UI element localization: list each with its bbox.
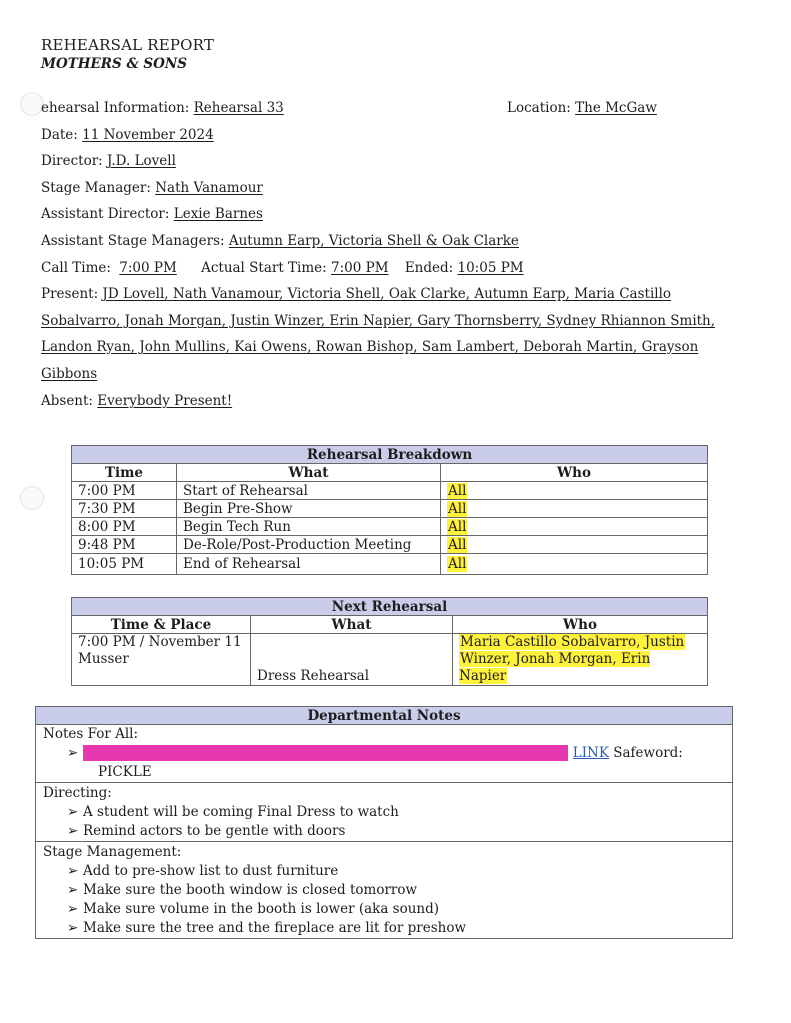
- time-cell: 9:48 PM: [72, 536, 177, 554]
- time-place-line: 7:00 PM / November 11: [78, 634, 242, 650]
- time-place-line: Musser: [78, 651, 129, 667]
- rehearsal-info-value: Rehearsal 33: [193, 100, 284, 116]
- who-value: All: [448, 482, 467, 499]
- who-value: All: [448, 518, 467, 535]
- table-row: [72, 518, 708, 536]
- breakdown-title: Rehearsal Breakdown: [72, 446, 708, 464]
- bullet-icon: ➢: [67, 882, 79, 898]
- note-text: Make sure the tree and the fireplace are lit for preshow: [83, 920, 467, 936]
- what-cell: End of Rehearsal: [177, 554, 441, 575]
- stage-manager-label: Stage Manager:: [41, 180, 151, 196]
- col-header: What: [177, 464, 441, 482]
- table-row: [72, 500, 708, 518]
- ended-value: 10:05 PM: [457, 260, 524, 276]
- present-value: Landon Ryan, John Mullins, Kai Owens, Rowan Bishop, Sam Lambert, Deborah Martin, Grayson: [41, 339, 699, 355]
- asm-value: Autumn Earp, Victoria Shell & Oak Clarke: [228, 233, 519, 249]
- times-line: [41, 260, 524, 276]
- present-value: Gibbons: [41, 366, 98, 382]
- bullet-icon: ➢: [67, 863, 79, 879]
- date-line: [41, 127, 214, 143]
- bullet-icon: ➢: [67, 901, 79, 917]
- list-item: [43, 803, 726, 822]
- asm-label: Assistant Stage Managers:: [41, 233, 225, 249]
- bullet-icon: ➢: [67, 920, 79, 936]
- who-value: All: [448, 500, 467, 517]
- stage-management-cell: [36, 842, 733, 939]
- who-value: Winzer, Jonah Morgan, Erin Napier: [459, 651, 651, 684]
- who-cell: [441, 482, 708, 500]
- who-cell: [441, 536, 708, 554]
- start-time-value: 7:00 PM: [331, 260, 389, 276]
- who-value: All: [448, 536, 467, 553]
- directing-cell: [36, 783, 733, 842]
- notes-for-all-section: [36, 725, 733, 783]
- rehearsal-info-label: ehearsal Information:: [41, 100, 190, 116]
- start-time-label: Actual Start Time:: [201, 260, 327, 276]
- director-value: J.D. Lovell: [107, 153, 176, 169]
- bullet-icon: ➢: [67, 804, 79, 820]
- bullet-icon: ➢: [67, 745, 79, 761]
- location-label: Location:: [507, 100, 571, 116]
- safeword-value: PICKLE: [98, 764, 152, 780]
- table-row: [72, 482, 708, 500]
- who-cell: [453, 634, 708, 686]
- time-cell: 8:00 PM: [72, 518, 177, 536]
- what-cell: Dress Rehearsal: [251, 634, 453, 686]
- who-cell: [441, 518, 708, 536]
- absent-value: Everybody Present!: [97, 393, 233, 409]
- redacted-text: Please see the Included Intimacy Play Tech Permit Use It If you see Fit: [83, 745, 569, 761]
- table-row: [72, 536, 708, 554]
- table-row: [72, 554, 708, 575]
- col-header: Time & Place: [72, 616, 251, 634]
- present-value: JD Lovell, Nath Vanamour, Victoria Shell, Oak Clarke, Autumn Earp, Maria Castillo: [102, 286, 672, 302]
- link[interactable]: LINK: [572, 745, 609, 761]
- list-item: [43, 822, 726, 841]
- time-place-cell: [72, 634, 251, 686]
- present-value: Sobalvarro, Jonah Morgan, Justin Winzer, Erin Napier, Gary Thornsberry, Sydney Rhiannon Smith,: [41, 313, 716, 329]
- rehearsal-info-line: [41, 100, 284, 116]
- col-header: Who: [441, 464, 708, 482]
- list-item: [43, 881, 726, 900]
- location-line: [507, 100, 657, 116]
- list-item: [43, 744, 726, 763]
- director-label: Director:: [41, 153, 103, 169]
- list-item: [43, 919, 726, 938]
- absent-label: Absent:: [41, 393, 93, 409]
- bullet-icon: ➢: [67, 823, 79, 839]
- notes-for-all-label: Notes For All:: [43, 726, 139, 742]
- assistant-director-line: [41, 206, 263, 222]
- punch-hole: [20, 486, 44, 510]
- who-value: All: [448, 556, 467, 572]
- date-value: 11 November 2024: [82, 127, 214, 143]
- what-cell: Start of Rehearsal: [177, 482, 441, 500]
- show-title: MOTHERS & SONS: [41, 56, 187, 72]
- notes-for-all-cell: [36, 725, 733, 783]
- departmental-notes-table: [35, 706, 733, 939]
- ended-label: Ended:: [404, 260, 454, 276]
- stage-management-section: [36, 842, 733, 939]
- location-value: The McGaw: [575, 100, 657, 116]
- who-cell: [441, 500, 708, 518]
- note-text: Add to pre-show list to dust furniture: [83, 863, 339, 879]
- note-text: A student will be coming Final Dress to watch: [83, 804, 399, 820]
- present-line: [41, 286, 671, 302]
- directing-label: Directing:: [43, 785, 112, 801]
- safeword-label: Safeword:: [613, 745, 683, 761]
- assistant-director-label: Assistant Director:: [41, 206, 170, 222]
- who-cell: [441, 554, 708, 575]
- col-header: What: [251, 616, 453, 634]
- time-cell: 10:05 PM: [72, 554, 177, 575]
- present-label: Present:: [41, 286, 99, 302]
- call-time-value: 7:00 PM: [119, 260, 177, 276]
- directing-section: [36, 783, 733, 842]
- note-text: Make sure the booth window is closed tomorrow: [83, 882, 418, 898]
- list-item: [43, 862, 726, 881]
- time-cell: 7:00 PM: [72, 482, 177, 500]
- assistant-director-value: Lexie Barnes: [173, 206, 263, 222]
- call-time-label: Call Time:: [41, 260, 111, 276]
- next-rehearsal-title: Next Rehearsal: [72, 598, 708, 616]
- what-cell: De-Role/Post-Production Meeting: [177, 536, 441, 554]
- who-value: Maria Castillo Sobalvarro, Justin: [460, 634, 685, 650]
- stage-manager-line: [41, 180, 263, 196]
- table-row: [72, 634, 708, 686]
- stage-management-label: Stage Management:: [43, 844, 182, 860]
- time-cell: 7:30 PM: [72, 500, 177, 518]
- absent-line: [41, 393, 232, 409]
- col-header: Who: [453, 616, 708, 634]
- what-cell: Begin Tech Run: [177, 518, 441, 536]
- date-label: Date:: [41, 127, 78, 143]
- departmental-notes-title: Departmental Notes: [36, 707, 733, 725]
- stage-manager-value: Nath Vanamour: [155, 180, 263, 196]
- asm-line: [41, 233, 519, 249]
- note-text: Make sure volume in the booth is lower (aka sound): [83, 901, 440, 917]
- note-text: Remind actors to be gentle with doors: [83, 823, 346, 839]
- list-item: [43, 900, 726, 919]
- next-rehearsal-table: [71, 597, 708, 686]
- col-header: Time: [72, 464, 177, 482]
- report-title: REHEARSAL REPORT: [41, 36, 215, 54]
- director-line: [41, 153, 176, 169]
- what-cell: Begin Pre-Show: [177, 500, 441, 518]
- rehearsal-breakdown-table: [71, 445, 708, 575]
